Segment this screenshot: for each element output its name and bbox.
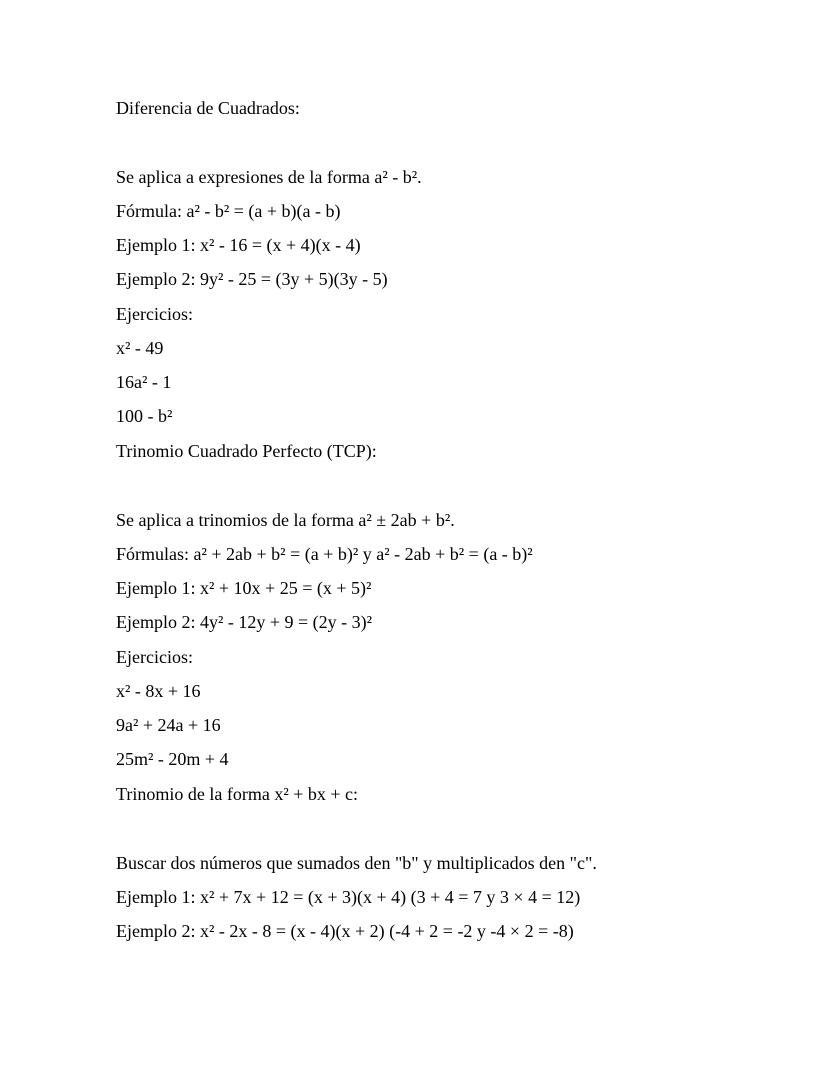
example-line: Ejemplo 2: 4y² - 12y + 9 = (2y - 3)² (116, 612, 373, 632)
text-line: Buscar dos números que sumados den "b" y multiplicados den "c". (116, 853, 597, 873)
exercise-item: 9a² + 24a + 16 (116, 715, 221, 735)
section-heading-trinomio-forma: Trinomio de la forma x² + bx + c: (116, 784, 359, 804)
exercise-item: x² - 49 (116, 338, 164, 358)
section-heading-tcp: Trinomio Cuadrado Perfecto (TCP): (116, 441, 377, 461)
example-line: Ejemplo 2: 9y² - 25 = (3y + 5)(3y - 5) (116, 269, 388, 289)
section-heading-diferencia-cuadrados: Diferencia de Cuadrados: (116, 98, 300, 118)
exercise-item: 16a² - 1 (116, 372, 172, 392)
exercise-item: x² - 8x + 16 (116, 681, 201, 701)
text-line: Se aplica a expresiones de la forma a² - b². (116, 167, 422, 187)
text-line: Se aplica a trinomios de la forma a² ± 2ab + b². (116, 510, 455, 530)
exercise-item: 100 - b² (116, 406, 173, 426)
formula-line: Fórmula: a² - b² = (a + b)(a - b) (116, 201, 341, 221)
example-line: Ejemplo 1: x² + 7x + 12 = (x + 3)(x + 4) (3 + 4 = 7 y 3 × 4 = 12) (116, 887, 581, 907)
exercises-label: Ejercicios: (116, 304, 193, 324)
formula-line: Fórmulas: a² + 2ab + b² = (a + b)² y a² - 2ab + b² = (a - b)² (116, 544, 533, 564)
exercise-item: 25m² - 20m + 4 (116, 749, 229, 769)
example-line: Ejemplo 1: x² - 16 = (x + 4)(x - 4) (116, 235, 361, 255)
example-line: Ejemplo 1: x² + 10x + 25 = (x + 5)² (116, 578, 372, 598)
example-line: Ejemplo 2: x² - 2x - 8 = (x - 4)(x + 2) (-4 + 2 = -2 y -4 × 2 = -8) (116, 921, 574, 941)
exercises-label: Ejercicios: (116, 647, 193, 667)
